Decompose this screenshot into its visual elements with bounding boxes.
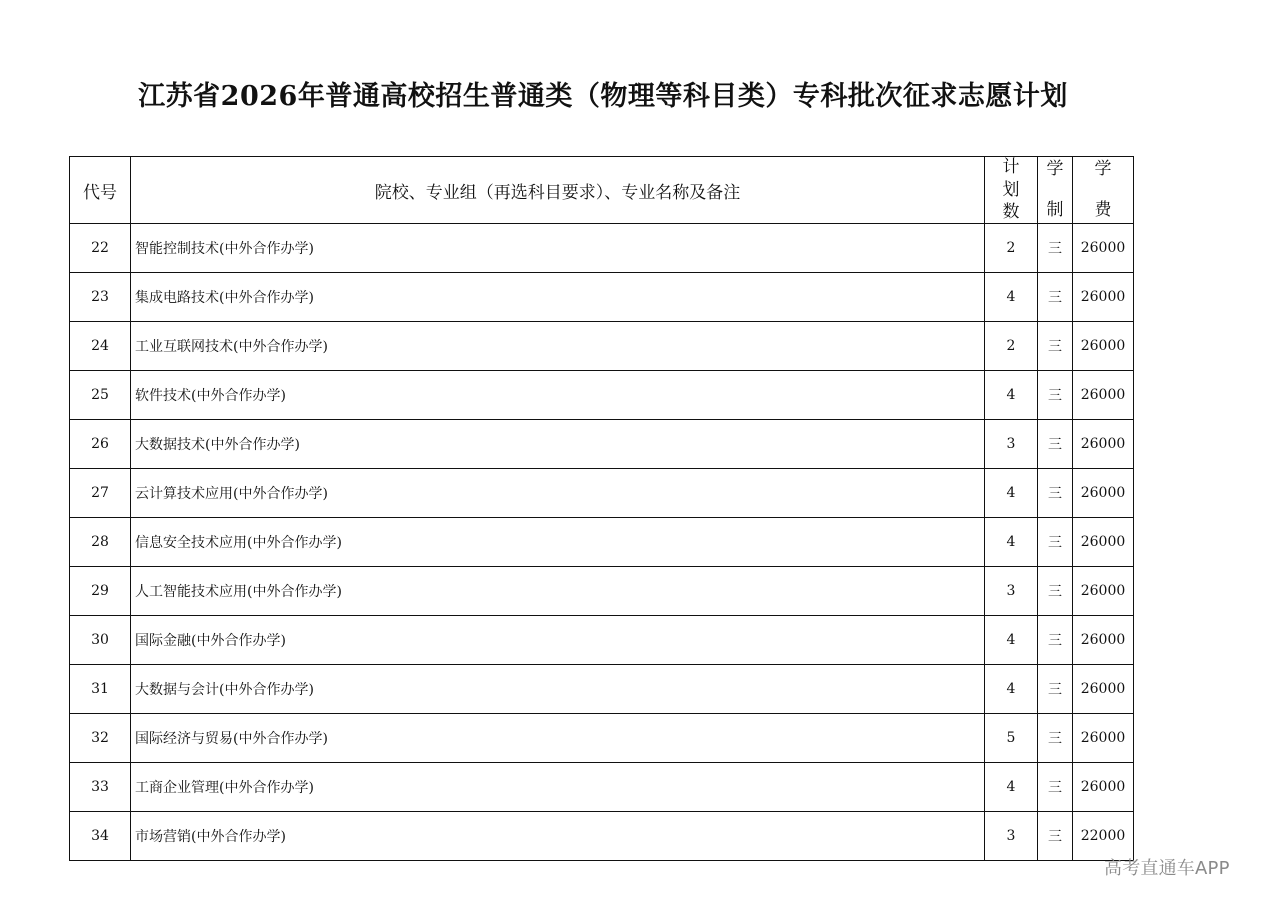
cell-name-text: 国际金融(中外合作办学): [135, 633, 286, 649]
cell-code: 24: [70, 322, 131, 371]
cell-code: 26: [70, 420, 131, 469]
cell-fee: 26000: [1073, 567, 1134, 616]
cell-name-text: 云计算技术应用(中外合作办学): [135, 486, 328, 502]
cell-name-text: 工商企业管理(中外合作办学): [135, 780, 314, 796]
cell-fee: 26000: [1073, 224, 1134, 273]
cell-code: 25: [70, 371, 131, 420]
header-fee: [1073, 157, 1134, 224]
header-plan-char: 计: [1002, 157, 1020, 177]
page-title: 江苏省2026年普通高校招生普通类（物理等科目类）专科批次征求志愿计划: [138, 81, 1068, 112]
header-fee-char: 费: [1094, 200, 1112, 220]
cell-name-text: 国际经济与贸易(中外合作办学): [135, 731, 328, 747]
cell-length: 三: [1038, 420, 1073, 469]
table-row: [70, 763, 1134, 812]
cell-name: [131, 763, 985, 812]
cell-name: [131, 273, 985, 322]
cell-name: [131, 224, 985, 273]
cell-fee: 26000: [1073, 616, 1134, 665]
cell-name-text: 大数据与会计(中外合作办学): [135, 682, 314, 698]
header-plan: [985, 157, 1038, 224]
cell-code: 23: [70, 273, 131, 322]
cell-plan: 2: [985, 224, 1038, 273]
cell-plan: 4: [985, 273, 1038, 322]
cell-name-text: 人工智能技术应用(中外合作办学): [135, 584, 342, 600]
cell-name: [131, 371, 985, 420]
cell-plan: 3: [985, 420, 1038, 469]
cell-name: [131, 322, 985, 371]
cell-code: 32: [70, 714, 131, 763]
cell-length: 三: [1038, 812, 1073, 861]
cell-code: 29: [70, 567, 131, 616]
cell-plan: 3: [985, 812, 1038, 861]
cell-name-text: 集成电路技术(中外合作办学): [135, 290, 314, 306]
table-row: [70, 714, 1134, 763]
header-fee-char: 学: [1094, 159, 1112, 179]
enrollment-plan-table: [69, 156, 1134, 861]
cell-fee: 26000: [1073, 371, 1134, 420]
header-length-char: 制: [1046, 200, 1064, 220]
cell-name: [131, 420, 985, 469]
cell-name-text: 市场营销(中外合作办学): [135, 829, 286, 845]
cell-length: 三: [1038, 518, 1073, 567]
table-row: [70, 469, 1134, 518]
table-row: [70, 371, 1134, 420]
cell-fee: 26000: [1073, 469, 1134, 518]
cell-name: [131, 616, 985, 665]
cell-plan: 4: [985, 665, 1038, 714]
cell-code: 33: [70, 763, 131, 812]
cell-code: 34: [70, 812, 131, 861]
cell-name-text: 大数据技术(中外合作办学): [135, 437, 300, 453]
cell-plan: 4: [985, 763, 1038, 812]
cell-fee: 26000: [1073, 518, 1134, 567]
table-row: [70, 420, 1134, 469]
app-watermark: 高考直通车APP: [1104, 858, 1230, 879]
cell-length: 三: [1038, 273, 1073, 322]
cell-name-text: 工业互联网技术(中外合作办学): [135, 339, 328, 355]
cell-length: 三: [1038, 224, 1073, 273]
cell-fee: 26000: [1073, 322, 1134, 371]
table-row: [70, 518, 1134, 567]
cell-name-text: 软件技术(中外合作办学): [135, 388, 286, 404]
table-row: [70, 812, 1134, 861]
header-plan-char: 划: [1002, 179, 1020, 200]
cell-plan: 5: [985, 714, 1038, 763]
cell-length: 三: [1038, 763, 1073, 812]
cell-code: 31: [70, 665, 131, 714]
cell-length: 三: [1038, 322, 1073, 371]
header-code: 代号: [70, 157, 131, 224]
table-row: [70, 567, 1134, 616]
cell-name: [131, 518, 985, 567]
header-length-char: 学: [1046, 159, 1064, 179]
cell-name: [131, 714, 985, 763]
cell-plan: 4: [985, 616, 1038, 665]
table-row: [70, 224, 1134, 273]
header-name: 院校、专业组（再选科目要求）、专业名称及备注: [131, 157, 985, 224]
cell-fee: 22000: [1073, 812, 1134, 861]
cell-plan: 4: [985, 518, 1038, 567]
cell-length: 三: [1038, 469, 1073, 518]
table-row: [70, 616, 1134, 665]
cell-name-text: 信息安全技术应用(中外合作办学): [135, 535, 342, 551]
table-header: [70, 157, 1134, 224]
cell-length: 三: [1038, 714, 1073, 763]
cell-code: 30: [70, 616, 131, 665]
cell-plan: 4: [985, 371, 1038, 420]
table-row: [70, 322, 1134, 371]
cell-fee: 26000: [1073, 665, 1134, 714]
cell-length: 三: [1038, 371, 1073, 420]
cell-plan: 2: [985, 322, 1038, 371]
cell-fee: 26000: [1073, 420, 1134, 469]
cell-name: [131, 812, 985, 861]
header-row: [70, 157, 1134, 224]
table-row: [70, 273, 1134, 322]
header-length: [1038, 157, 1073, 224]
cell-name: [131, 469, 985, 518]
cell-length: 三: [1038, 567, 1073, 616]
cell-plan: 3: [985, 567, 1038, 616]
table-body: [70, 224, 1134, 861]
cell-name-text: 智能控制技术(中外合作办学): [135, 241, 314, 257]
table-row: [70, 665, 1134, 714]
cell-name: [131, 567, 985, 616]
cell-code: 22: [70, 224, 131, 273]
cell-plan: 4: [985, 469, 1038, 518]
cell-fee: 26000: [1073, 273, 1134, 322]
header-plan-char: 数: [1002, 202, 1020, 222]
cell-code: 28: [70, 518, 131, 567]
cell-code: 27: [70, 469, 131, 518]
cell-fee: 26000: [1073, 763, 1134, 812]
cell-length: 三: [1038, 616, 1073, 665]
cell-length: 三: [1038, 665, 1073, 714]
cell-name: [131, 665, 985, 714]
cell-fee: 26000: [1073, 714, 1134, 763]
